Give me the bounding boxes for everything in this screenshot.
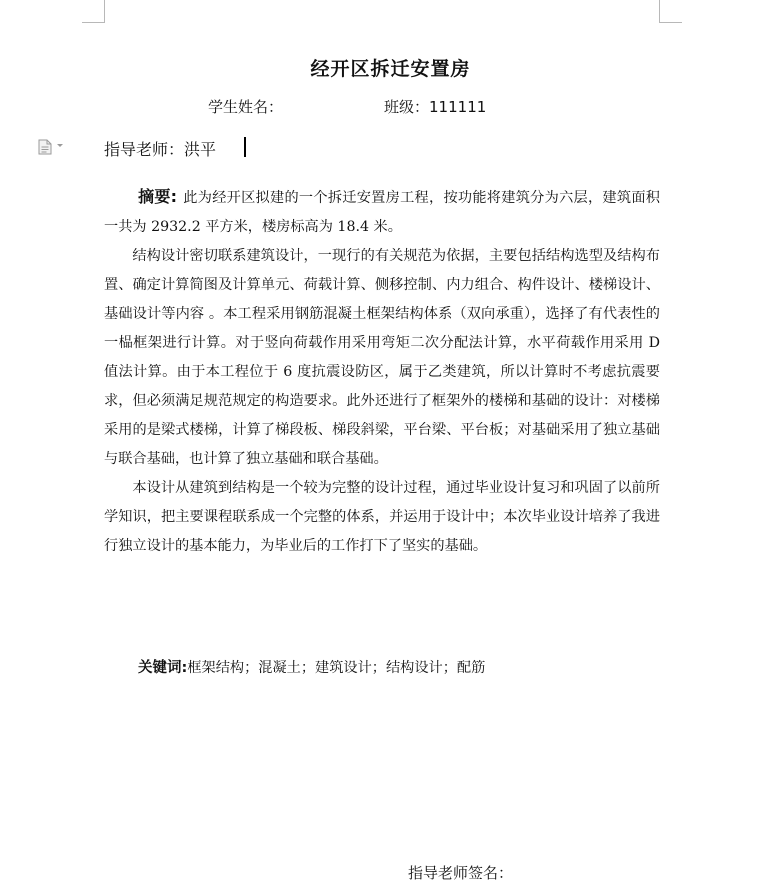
abstract-paragraph-1 [104, 182, 660, 242]
crop-mark-top-right [659, 0, 682, 23]
class-label: 班级： [384, 98, 430, 116]
student-name-label: 学生姓名： [208, 98, 284, 116]
abstract-text-1: 此为经开区拟建的一个拆迁安置房工程，按功能将建筑分为六层，建筑面积一共为 2932.2 平方米，楼房标高为 18.4 米。 [104, 190, 660, 235]
chevron-down-icon [57, 144, 63, 147]
keywords-label: 关键词: [138, 660, 188, 676]
document-icon [38, 139, 52, 155]
student-name-field [208, 96, 283, 117]
abstract-section [104, 182, 660, 561]
class-value: 111111 [429, 98, 487, 116]
keywords-value: 框架结构；混凝土；建筑设计；结构设计；配筋 [187, 660, 486, 676]
keywords-line [138, 656, 485, 677]
advisor-signature-label: 指导老师签名： [408, 864, 514, 882]
abstract-paragraph-3: 本设计从建筑到结构是一个较为完整的设计过程，通过毕业设计复习和巩固了以前所学知识，把主要课程联系成一个完整的体系，并运用于设计中；本次毕业设计培养了我进行独立设计的基本能力，为毕业后的工作打下了坚实的基础。 [104, 480, 660, 554]
class-field [384, 96, 486, 117]
document-title: 经开区拆迁安置房 [310, 58, 471, 80]
advisor-label: 指导老师： [104, 140, 185, 159]
abstract-label: 摘要: [138, 187, 178, 206]
paragraph-menu-button[interactable] [38, 139, 66, 155]
advisor-name: 洪平 [184, 140, 217, 159]
crop-mark-top-left [82, 0, 105, 23]
abstract-paragraph-2: 结构设计密切联系建筑设计，一现行的有关规范为依据，主要包括结构选型及结构布置、确定计算简图及计算单元、荷载计算、侧移控制、内力组合、构件设计、楼梯设计、基础设计等内容 。本工程采用钢筋混凝土框架结构体系（双向承重），选择了有代表性的一榀框架进行计算。对于竖向荷载作用采用弯矩二次分配法计算，水平荷载作用采用 D 值法计算。由于本工程位于 6 度抗震设防区，属于乙类建筑，所以计算时不考虑抗震要求，但必须满足规范规定的构造要求。此外还进行了框架外的楼梯和基础的设计：对楼梯采用的是梁式楼梯，计算了梯段板、梯段斜梁，平台梁、平台板；对基础采用了独立基础与联合基础，也计算了独立基础和联合基础。 [104, 248, 660, 467]
advisor-field [104, 137, 216, 160]
text-cursor [244, 137, 246, 157]
